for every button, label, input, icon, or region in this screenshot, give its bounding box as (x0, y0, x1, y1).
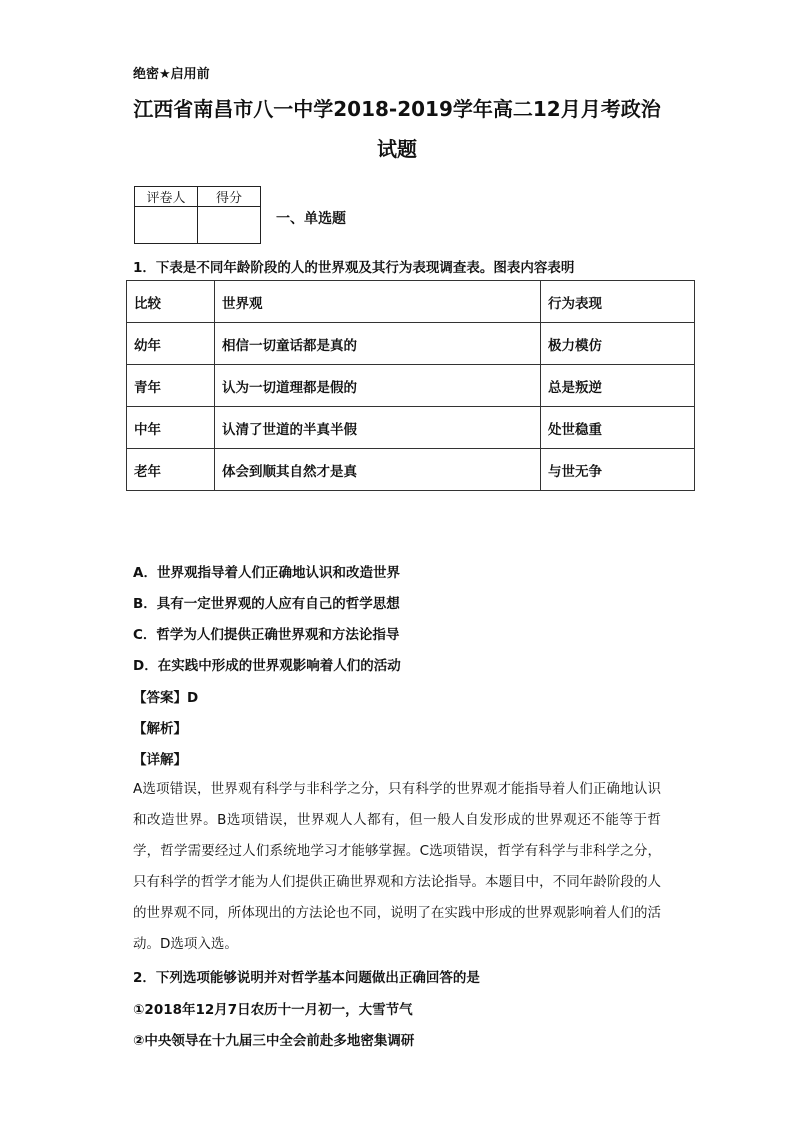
score-box (134, 186, 261, 244)
document-title-line2: 试题 (377, 137, 417, 161)
table-cell: 相信一切童话都是真的 (215, 323, 541, 365)
table-cell: 处世稳重 (541, 407, 695, 449)
option-a: A．世界观指导着人们正确地认识和改造世界 (133, 565, 400, 581)
table-row (127, 449, 695, 491)
survey-table (126, 280, 695, 491)
table-cell: 认为一切道理都是假的 (215, 365, 541, 407)
table-cell: 总是叛逆 (541, 365, 695, 407)
table-header-cell: 比较 (127, 281, 215, 323)
table-row (127, 323, 695, 365)
score-header: 得分 (198, 187, 261, 207)
score-cell (198, 207, 261, 244)
analysis-label: 【解析】 (133, 721, 187, 737)
question-2-stem: 2．下列选项能够说明并对哲学基本问题做出正确回答的是 (133, 970, 480, 986)
grader-header: 评卷人 (135, 187, 198, 207)
table-cell: 幼年 (127, 323, 215, 365)
option-c: C．哲学为人们提供正确世界观和方法论指导 (133, 627, 400, 643)
question-1-stem: 1．下表是不同年龄阶段的人的世界观及其行为表现调查表。图表内容表明 (133, 260, 575, 276)
detail-label: 【详解】 (133, 752, 187, 768)
option-d: D．在实践中形成的世界观影响着人们的活动 (133, 658, 401, 674)
table-cell: 中年 (127, 407, 215, 449)
table-cell: 体会到顺其自然才是真 (215, 449, 541, 491)
answer-label: 【答案】D (133, 690, 199, 706)
table-header-cell: 世界观 (215, 281, 541, 323)
table-row (127, 365, 695, 407)
table-cell: 认清了世道的半真半假 (215, 407, 541, 449)
table-cell: 与世无争 (541, 449, 695, 491)
document-title: 江西省南昌市八一中学2018-2019学年高二12月月考政治 (133, 97, 661, 121)
option-b: B．具有一定世界观的人应有自己的哲学思想 (133, 596, 400, 612)
section-title: 一、单选题 (276, 211, 346, 227)
table-cell: 老年 (127, 449, 215, 491)
question-2-item-2: ②中央领导在十九届三中全会前赴多地密集调研 (133, 1033, 415, 1049)
secret-label: 绝密★启用前 (133, 67, 210, 82)
table-cell: 青年 (127, 365, 215, 407)
grader-cell (135, 207, 198, 244)
detail-paragraph: A选项错误，世界观有科学与非科学之分，只有科学的世界观才能指导着人们正确地认识和改造世界。B选项错误，世界观人人都有，但一般人自发形成的世界观还不能等于哲学，哲学需要经过人们系统地学习才能够掌握。C选项错误，哲学有科学与非科学之分，只有科学的哲学才能为人们提供正确世界观和方法论指导。本题目中，不同年龄阶段的人的世界观不同，所体现出的方法论也不同，说明了在实践中形成的世界观影响着人们的活动。D选项入选。 (133, 781, 661, 952)
table-header-row (127, 281, 695, 323)
question-2-item-1: ①2018年12月7日农历十一月初一，大雪节气 (133, 1002, 413, 1018)
table-cell: 极力模仿 (541, 323, 695, 365)
table-row (127, 407, 695, 449)
table-header-cell: 行为表现 (541, 281, 695, 323)
